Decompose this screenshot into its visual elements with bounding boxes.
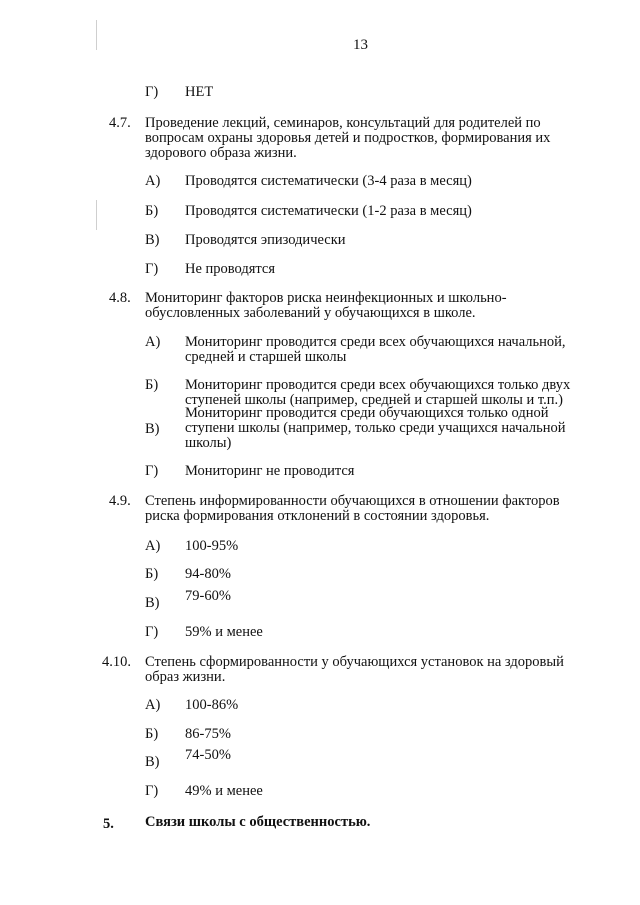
left-margin-mark (96, 200, 97, 230)
question-line: вопросам охраны здоровья детей и подростков, формирования их (145, 130, 551, 146)
option-line: ступеней школы (например, средней и старшей школы и т.п.) (185, 392, 563, 408)
question-line: Мониторинг факторов риска неинфекционных и школьно- (145, 290, 507, 306)
question-text (145, 494, 560, 524)
option-line: Мониторинг проводится среди обучающихся только одной (185, 405, 549, 421)
option-letter: Г) (145, 783, 159, 799)
section-title: Связи школы с общественностью. (145, 814, 371, 830)
option-line: ступени школы (например, только среди учащихся начальной (185, 420, 566, 436)
question-number: 4.7. (109, 115, 131, 131)
question-line: риска формирования отклонений в состоянии здоровья. (145, 508, 490, 524)
option-text: 94-80% (185, 566, 231, 582)
option-text (185, 378, 570, 408)
option-text: 100-95% (185, 538, 239, 554)
option-text: 59% и менее (185, 624, 263, 640)
question-text (145, 291, 507, 321)
option-text: Проводятся систематически (3-4 раза в месяц) (185, 173, 472, 189)
option-letter: А) (145, 334, 161, 350)
option-line: средней и старшей школы (185, 349, 347, 365)
option-letter: Г) (145, 261, 159, 277)
question-text (145, 655, 564, 685)
option-letter: Б) (145, 726, 159, 742)
question-line: Степень сформированности у обучающихся установок на здоровый (145, 654, 564, 670)
option-text: 100-86% (185, 697, 239, 713)
question-number: 4.10. (102, 654, 131, 670)
option-text: Мониторинг не проводится (185, 463, 355, 479)
option-letter: А) (145, 697, 161, 713)
question-line: Степень информированности обучающихся в отношении факторов (145, 493, 560, 509)
option-letter: Б) (145, 203, 159, 219)
option-letter: А) (145, 538, 161, 554)
option-letter: А) (145, 173, 161, 189)
option-line: Мониторинг проводится среди всех обучающихся начальной, (185, 334, 566, 350)
option-letter: В) (145, 232, 160, 248)
question-line: здорового образа жизни. (145, 145, 297, 161)
left-margin-mark (96, 20, 97, 50)
option-text: 79-60% (185, 588, 231, 604)
option-text (185, 335, 566, 365)
question-text (145, 116, 550, 161)
option-text: Проводятся систематически (1-2 раза в месяц) (185, 203, 472, 219)
option-letter: В) (145, 421, 160, 437)
option-letter: Г) (145, 463, 159, 479)
section-number: 5. (103, 816, 114, 832)
option-letter: Г) (145, 624, 159, 640)
page-number: 13 (353, 37, 368, 53)
option-letter: Б) (145, 566, 159, 582)
question-number: 4.9. (109, 493, 131, 509)
option-line: Мониторинг проводится среди всех обучающихся только двух (185, 377, 571, 393)
question-line: образ жизни. (145, 669, 226, 685)
question-line: Проведение лекций, семинаров, консультаций для родителей по (145, 115, 541, 131)
option-letter: Б) (145, 377, 159, 393)
option-letter: В) (145, 595, 160, 611)
option-text: 86-75% (185, 726, 231, 742)
option-text: 49% и менее (185, 783, 263, 799)
option-line: школы) (185, 435, 232, 451)
option-text: Не проводятся (185, 261, 276, 277)
option-text: НЕТ (185, 84, 214, 100)
option-letter: В) (145, 754, 160, 770)
option-text: Проводятся эпизодически (185, 232, 346, 248)
option-text: 74-50% (185, 747, 231, 763)
question-line: обусловленных заболеваний у обучающихся в школе. (145, 305, 476, 321)
option-letter: Г) (145, 84, 159, 100)
question-number: 4.8. (109, 290, 131, 306)
option-text (185, 406, 566, 451)
